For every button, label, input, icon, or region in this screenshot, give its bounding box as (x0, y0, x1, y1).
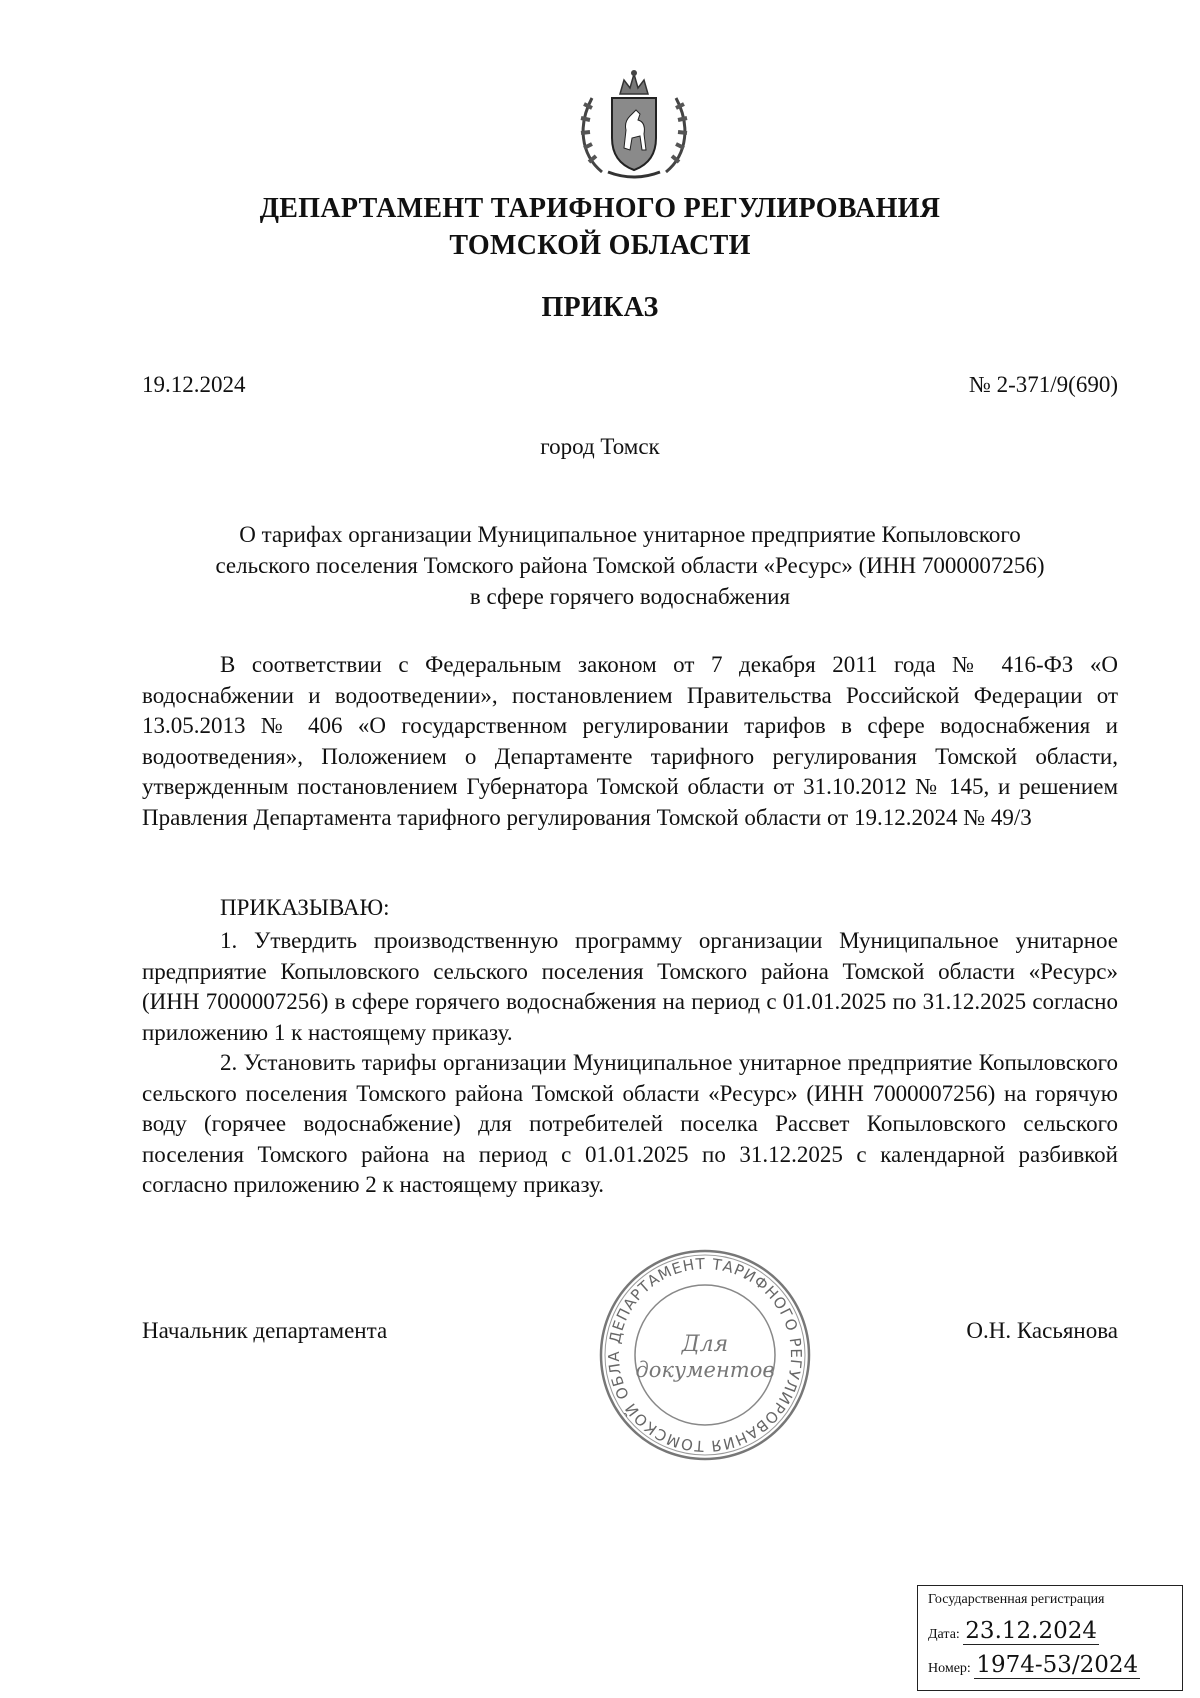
preamble-paragraph: В соответствии с Федеральным законом от 7 декабря 2011 года № 416-ФЗ «О водоснабжении и водоотведении», постановлением Правительства Российской Федерации от 13.05.2013 № 406 «О государственном регулировании тарифов в сфере водоснабжения и водоотведения», Положением о Департаменте тарифного регулирования Томской области, утвержденным постановлением Губернатора Томской области от 31.10.2012 № 145, и решением Правления Департамента тарифного регулирования Томской области от 19.12.2024 № 49/3 (142, 652, 1118, 830)
order-title-line2: сельского поселения Томского района Томской области «Ресурс» (ИНН 7000007256) (215, 553, 1045, 578)
official-seal (597, 1247, 813, 1463)
order-number: № 2-371/9(690) (968, 372, 1118, 397)
signatory-name: О.Н. Касьянова (966, 1318, 1118, 1343)
order-item-1: 1. Утвердить производственную программу организации Муниципальное унитарное предприятие Копыловского сельского поселения Томского района Томской области «Ресурс» (ИНН 7000007256) в сфере горячего водоснабжения на период с 01.01.2025 по 31.12.2025 согласно приложению 1 к настоящему приказу. (142, 928, 1118, 1045)
registration-number-value: 1974-53/2024 (976, 1652, 1139, 1678)
seal-ring-text: ДЕПАРТАМЕНТ ТАРИФНОГО РЕГУЛИРОВАНИЯ ТОМСКОЙ ОБЛА (604, 1254, 806, 1456)
signatory-role: Начальник департамента (142, 1318, 388, 1343)
order-title-line3: в сфере горячего водоснабжения (469, 584, 791, 609)
order-word: ПРИКАЗЫВАЮ: (220, 895, 390, 920)
registration-date-row (928, 1618, 1099, 1644)
order-title (142, 519, 1118, 612)
registration-box (917, 1585, 1183, 1691)
coat-of-arms-emblem (574, 68, 694, 184)
registration-number-label: Номер: (928, 1661, 971, 1676)
registration-date-value: 23.12.2024 (965, 1618, 1097, 1644)
department-name-line2: ТОМСКОЙ ОБЛАСТИ (449, 230, 751, 261)
order-item-2: 2. Установить тарифы организации Муниципальное унитарное предприятие Копыловского сельского поселения Томского района Томской области «Ресурс» (ИНН 7000007256) на горячую воду (горячее водоснабжение) для потребителей поселка Рассвет Копыловского сельского поселения Томского района на период с 01.01.2025 по 31.12.2025 с календарной разбивкой согласно приложению 2 к настоящему приказу. (142, 1050, 1118, 1197)
department-name-line1: ДЕПАРТАМЕНТ ТАРИФНОГО РЕГУЛИРОВАНИЯ (259, 193, 941, 224)
order-city: город Томск (540, 434, 660, 459)
registration-number-row (928, 1652, 1140, 1678)
seal-center-line1: Для (681, 1332, 729, 1357)
order-date: 19.12.2024 (142, 372, 246, 397)
document-type: ПРИКАЗ (541, 292, 659, 323)
order-title-line1: О тарифах организации Муниципальное унитарное предприятие Копыловского (239, 522, 1021, 547)
seal-center-line2: документов (635, 1358, 775, 1382)
registration-title: Государственная регистрация (928, 1592, 1105, 1607)
registration-date-label: Дата: (928, 1627, 960, 1642)
